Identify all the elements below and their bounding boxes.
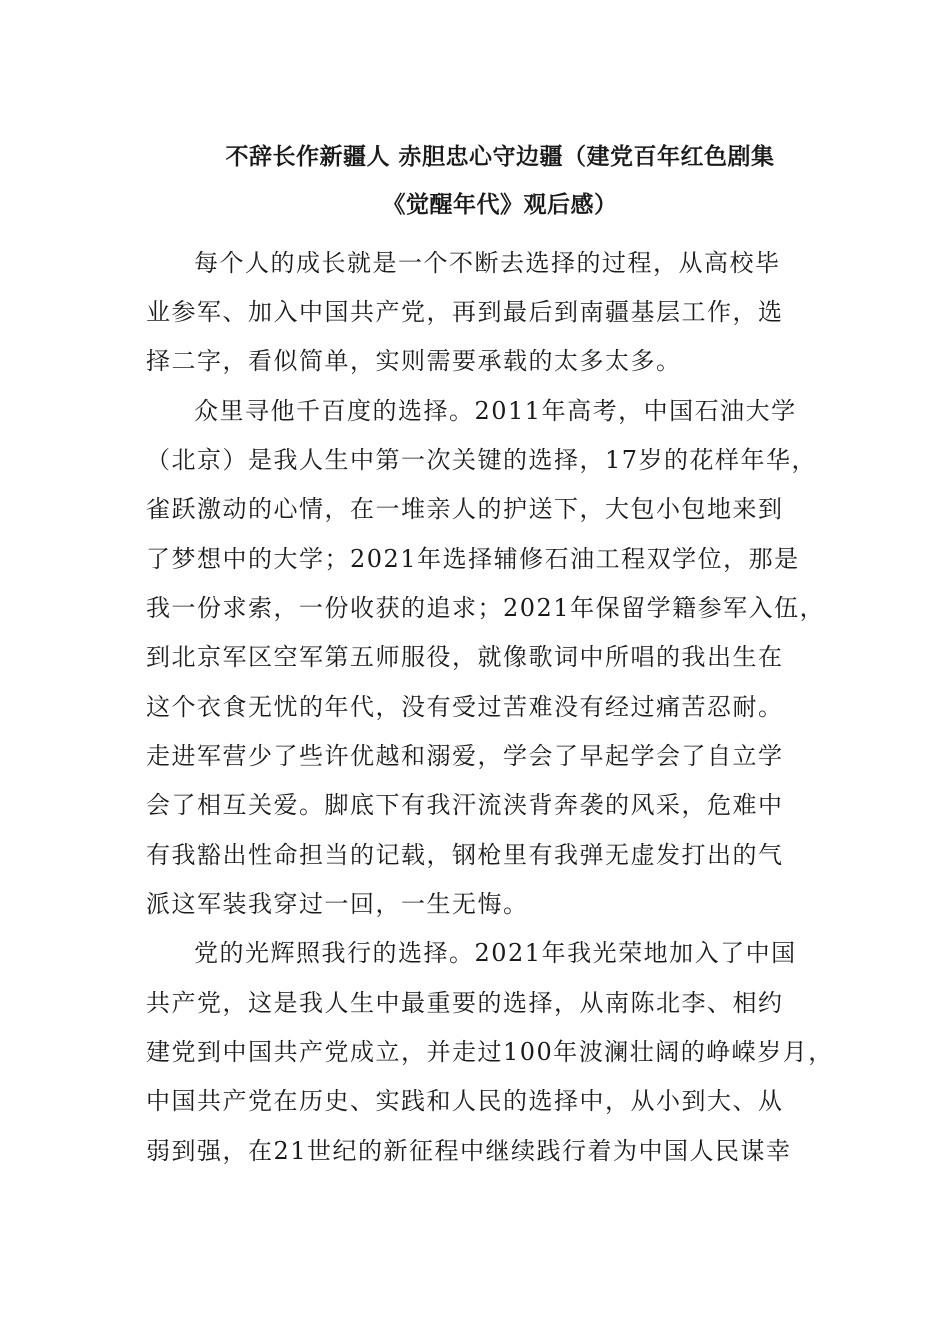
paragraph-line: （北京）是我人生中第一次关键的选择，17岁的花样年华， xyxy=(146,446,818,474)
paragraph-line: 走进军营少了些许优越和溺爱，学会了早起学会了自立学 xyxy=(146,742,784,770)
document-title-line-1: 不辞长作新疆人 赤胆忠心守边疆（建党百年红色剧集 xyxy=(225,144,775,170)
paragraph-line: 我一份求索，一份收获的追求；2021年保留学籍参军入伍， xyxy=(146,594,826,622)
paragraph-line: 每个人的成长就是一个不断去选择的过程，从高校毕 xyxy=(194,249,781,277)
document-title-line-2: 《觉醒年代》观后感） xyxy=(382,192,618,218)
paragraph-line: 到北京军区空军第五师服役，就像歌词中所唱的我出生在 xyxy=(146,643,784,671)
paragraph-line: 有我豁出性命担当的记载，钢枪里有我弹无虚发打出的气 xyxy=(146,841,784,869)
paragraph-line: 这个衣食无忧的年代，没有受过苦难没有经过痛苦忍耐。 xyxy=(146,693,784,721)
paragraph-line: 会了相互关爱。脚底下有我汗流浃背奔袭的风采，危难中 xyxy=(146,791,784,819)
paragraph-line: 中国共产党在历史、实践和人民的选择中，从小到大、从 xyxy=(146,1087,784,1115)
paragraph-line: 建党到中国共产党成立，并走过100年波澜壮阔的峥嵘岁月， xyxy=(146,1038,834,1066)
paragraph-line: 共产党，这是我人生中最重要的选择，从南陈北李、相约 xyxy=(146,989,784,1017)
paragraph-line: 党的光辉照我行的选择。2021年我光荣地加入了中国 xyxy=(194,939,797,967)
paragraph-line: 雀跃激动的心情，在一堆亲人的护送下，大包小包地来到 xyxy=(146,495,784,523)
paragraph-line: 弱到强，在21世纪的新征程中继续践行着为中国人民谋幸 xyxy=(146,1137,792,1165)
paragraph-line: 了梦想中的大学；2021年选择辅修石油工程双学位，那是 xyxy=(146,545,800,573)
paragraph-line: 业参军、加入中国共产党，再到最后到南疆基层工作，选 xyxy=(146,298,784,326)
paragraph-line: 择二字，看似简单，实则需要承载的太多太多。 xyxy=(146,347,682,375)
paragraph-line: 派这军装我穿过一回，一生无悔。 xyxy=(146,890,529,918)
paragraph-line: 众里寻他千百度的选择。2011年高考，中国石油大学 xyxy=(194,397,797,425)
